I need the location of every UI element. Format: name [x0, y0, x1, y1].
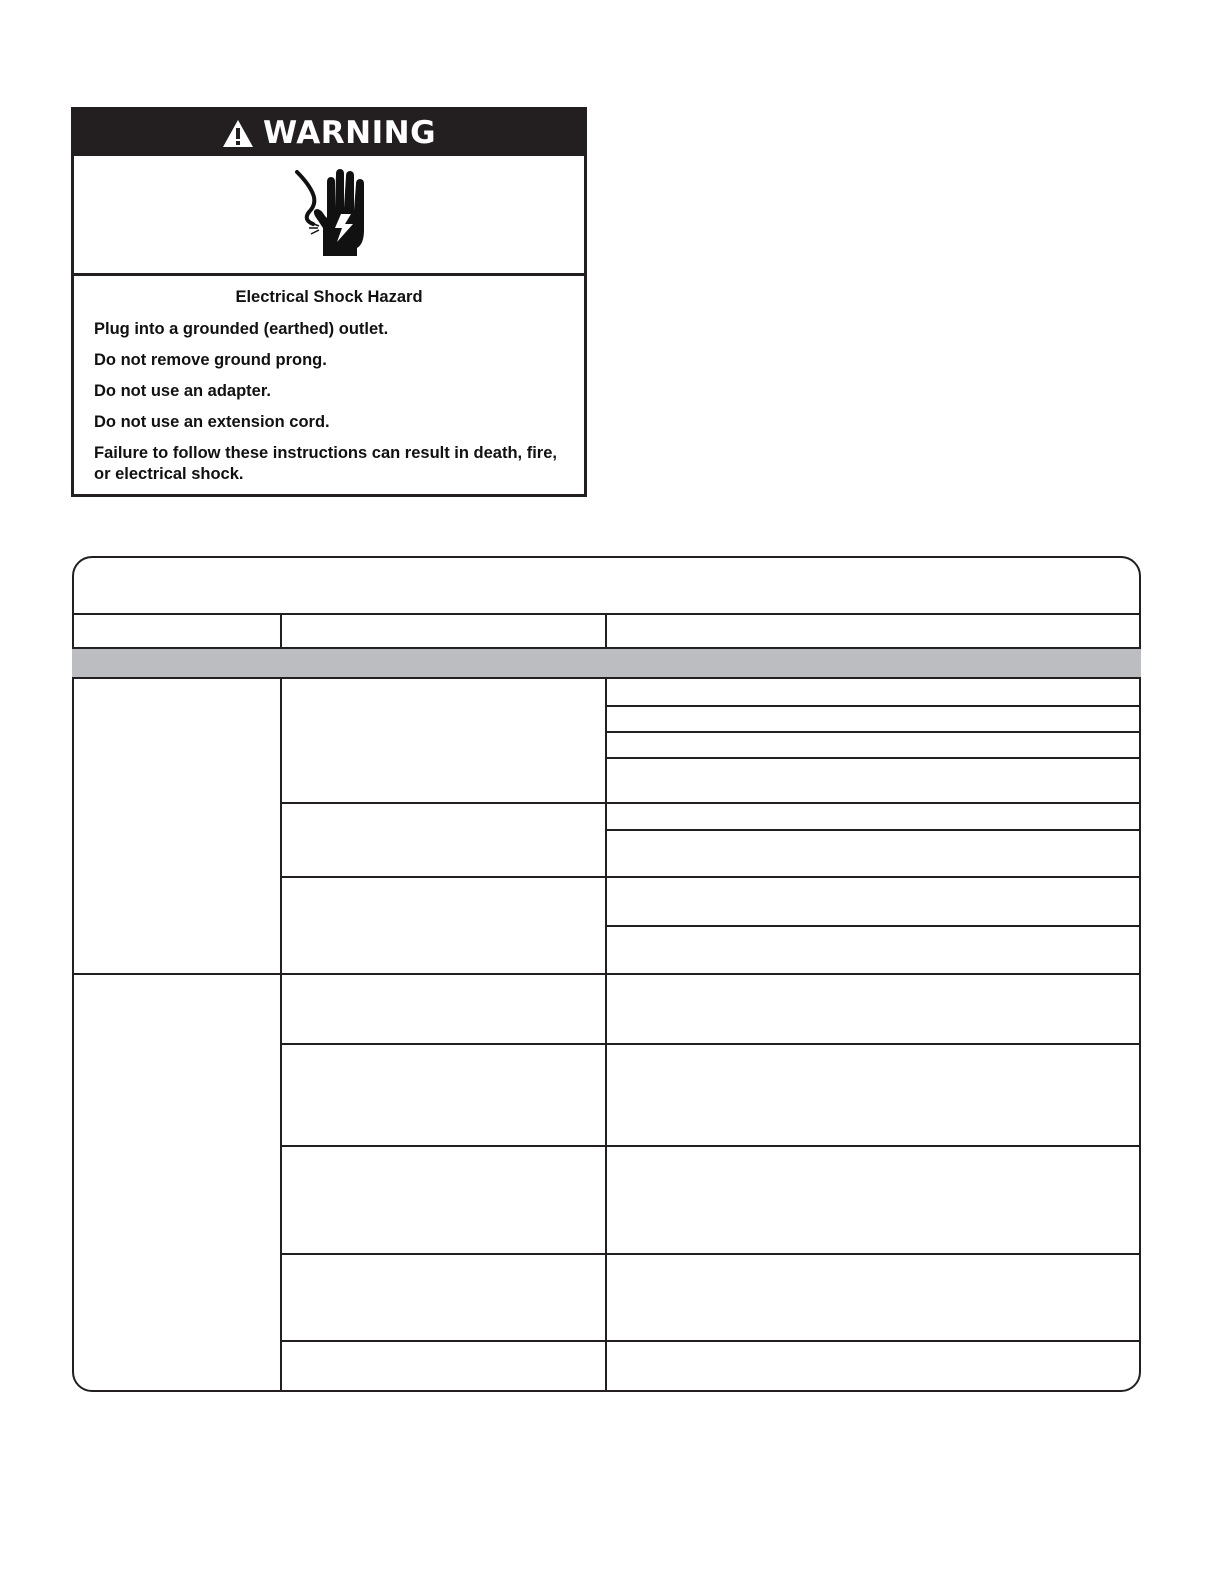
cause-rule-5 [280, 1253, 1141, 1255]
hand-electric-shock-icon [279, 164, 379, 265]
instruction-ground-prong: Do not remove ground prong. [94, 351, 327, 369]
problem-group-rule [72, 973, 1141, 975]
warning-pictogram [74, 156, 584, 276]
column-divider-2 [605, 679, 607, 1391]
solution-rule-4 [605, 829, 1141, 831]
cause-rule-3 [280, 1043, 1141, 1045]
solution-rule-1 [605, 705, 1141, 707]
solution-rule-3 [605, 757, 1141, 759]
cause-rule-6 [280, 1340, 1141, 1342]
cause-rule-1 [280, 802, 1141, 804]
hazard-title: Electrical Shock Hazard [235, 288, 423, 306]
instruction-consequence: Failure to follow these instructions can result in death, fire, or electrical shock. [94, 444, 557, 483]
cause-rule-2 [280, 876, 1141, 878]
instruction-extension-cord: Do not use an extension cord. [94, 413, 330, 431]
warning-header [74, 110, 584, 156]
table-section-band [72, 647, 1141, 679]
signal-word: WARNING [262, 115, 437, 151]
solution-rule-2 [605, 731, 1141, 733]
instruction-adapter: Do not use an adapter. [94, 382, 271, 400]
column-divider-1 [280, 679, 282, 1391]
instruction-grounded-outlet: Plug into a grounded (earthed) outlet. [94, 320, 389, 338]
solution-rule-5 [605, 925, 1141, 927]
warning-text [74, 276, 584, 485]
cause-rule-4 [280, 1145, 1141, 1147]
header-divider-2 [605, 613, 607, 648]
triangle-exclamation-icon [222, 119, 254, 148]
warning-box [71, 107, 587, 497]
header-divider-1 [280, 613, 282, 648]
